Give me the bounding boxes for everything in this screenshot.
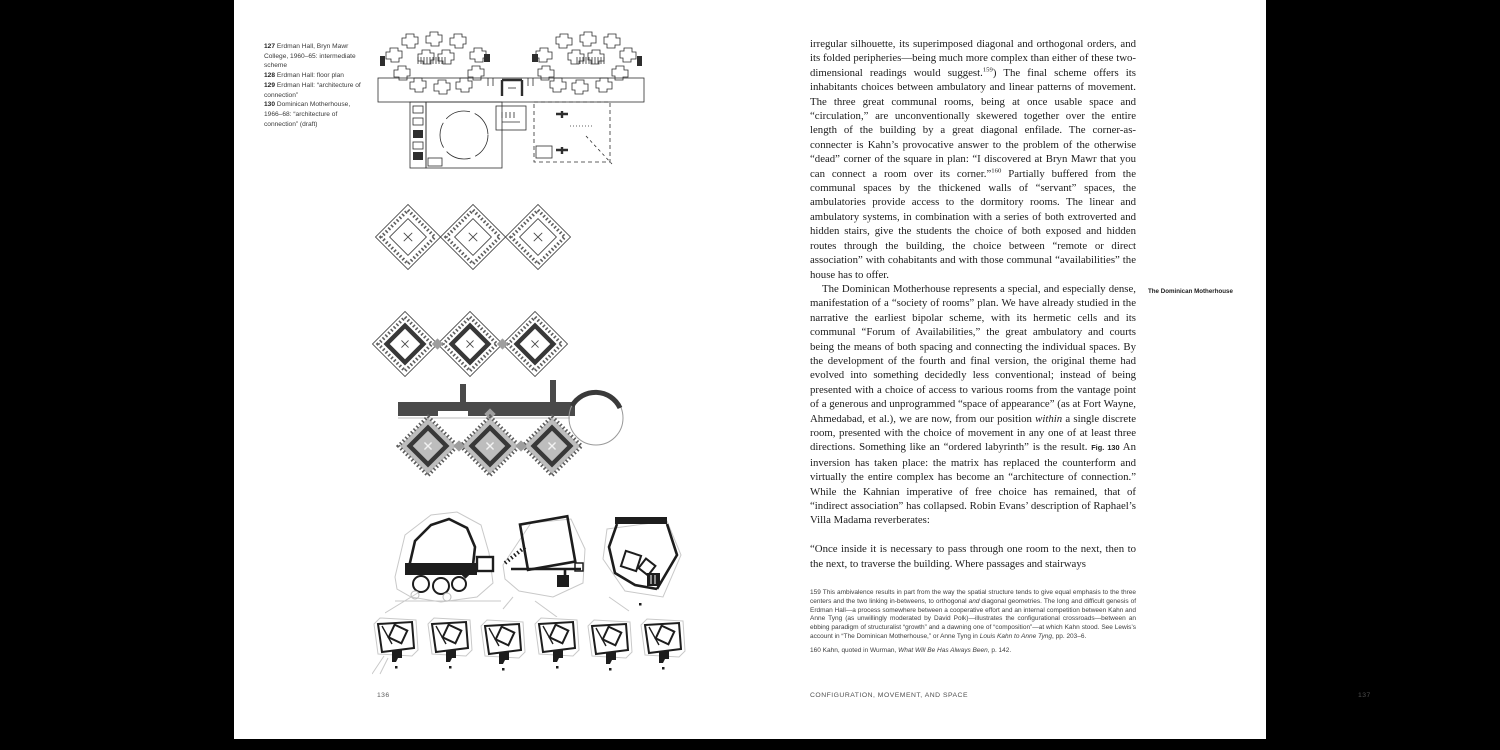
footnotes-block — [810, 589, 1136, 656]
caption-127: 127 Erdman Hall, Bryn Mawr College, 1960–65: intermediate scheme — [264, 43, 356, 70]
page-number-right: 137 — [1358, 692, 1371, 699]
figure-129-erdman-architecture-of-connection — [372, 303, 568, 385]
caption-128: 128 Erdman Hall: floor plan — [264, 72, 344, 80]
caption-129: 129 Erdman Hall: “architecture of connection” — [264, 81, 361, 99]
figure-130-motherhouse-connection-plans — [385, 505, 687, 617]
figure-caption-list — [264, 42, 366, 129]
right-page-footer — [810, 692, 1370, 699]
caption-130: 130 Dominican Motherhouse, 1966–68: “architecture of connection” (draft) — [264, 101, 351, 128]
figure-127-erdman-intermediate-scheme — [370, 26, 652, 176]
body-paragraph-1: irregular silhouette, its superimposed diagonal and orthogonal orders, and its folded peripheries—being much more complex than either of these two-dimensional readings would suggest.$^{159}$) The final scheme offers its inhabitants choices between ambulatory and linear patterns of movement. The three great communal rooms, being at once usable space and “circulation,” are unconventionally skewered together over the entire length of the building by a great diagonal enfilade. The corner-as-connecter is Kahn’s provocative answer to the problem of the otherwise “dead” corner of the square in plan: “I discovered at Bryn Mawr that you can connect a room over its corner.”$^{160}$ Partially buffered from the communal spaces by the thickened walls of “servant” spaces, the ambulatories provide access to the dormitory rooms. The linear and ambulatory systems, in combination with a series of both extroverted and hidden stairs, give the students the choice of both exposed and hidden routes through the building, the choice between “remote or direct association” with cohabitants and with those communal “availabilities” the house has to offer. — [810, 38, 1136, 281]
running-title: CONFIGURATION, MOVEMENT, AND SPACE — [810, 692, 968, 699]
book-spread — [234, 0, 1371, 739]
figure-connection-bar-circle-scheme — [390, 376, 634, 480]
body-blockquote: “Once inside it is necessary to pass through one room to the next, then to the next, to traverse the building. Where passages and stairways — [810, 543, 1136, 570]
page-number-left: 136 — [377, 692, 390, 699]
body-text-column — [810, 37, 1136, 571]
footnote-159: 159 This ambivalence results in part from the way the spatial structure tends to give equal emphasis to the three centers and the two linking in-betweens, to orthogonal and diagonal geometries. The long and difficult genesis of Erdman Hall—a process somewhere between a cooperative effort and an internal competition between Kahn and Anne Tyng (as unwillingly moderated by David Polk)—illustrates the configurational crossroads—between an ebbing paradigm of structuralist “growth” and a dawning one of “composition”—at which Kahn stood. See Lewis’s account in “The Dominican Motherhouse,” or Anne Tyng in Louis Kahn to Anne Tyng, pp. 203–6. — [810, 589, 1136, 640]
figure-130-motherhouse-draft-sequence — [372, 616, 692, 676]
footnote-160: 160 Kahn, quoted in Wurman, What Will Be Has Always Been, p. 142. — [810, 647, 1012, 655]
margin-note: The Dominican Motherhouse — [1148, 288, 1233, 295]
figure-128-erdman-floor-plan — [375, 196, 571, 278]
body-paragraph-2: The Dominican Motherhouse represents a special, and especially dense, manifestation of a “society of rooms” plan. We have already studied in the narrative the earliest bipolar scheme, with its hermetic cells and its communal “Forum of Availabilities,” the great ambulatory and courts being the means of both spacing and connecting the individual spaces. By the development of the fourth and final version, the original theme had evolved into something decidedly less conventional; instead of being presented with a choice of access to various rooms from the vantage point of a generous and unprogrammed “space of appearance” (as at Fort Wayne, Ahmedabad, et al.), we are now, from our position within a single discrete room, presented with the choice of movement in any one of at least three directions. Something like an “ordered labyrinth” is the result. Fig. 130 An inversion has taken place: the matrix has replaced the counterform and virtually the entire complex has become an “architecture of connection.” While the Kahnian imperative of free choice has remained, that of “indirect association” has collapsed. Robin Evans’ description of Raphael’s Villa Madama reverberates: — [810, 282, 1136, 527]
